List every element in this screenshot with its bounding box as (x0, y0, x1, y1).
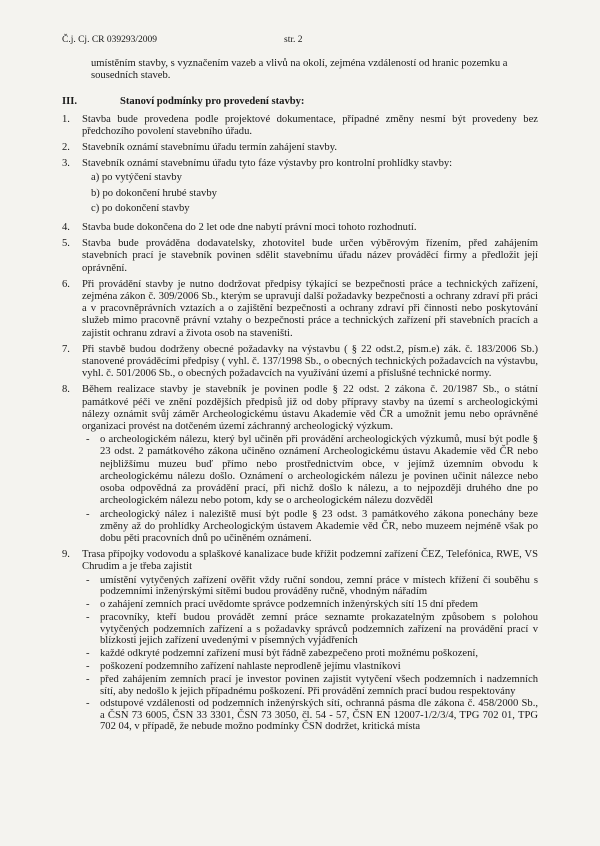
condition-item (62, 222, 538, 234)
bullet-text: o zahájení zemních prací uvědomte správce podzemních inženýrských sítí 15 dní předem (100, 598, 479, 610)
inspection-phase: b) po dokončení hrubé stavby (91, 187, 217, 199)
bullet-text: umístění vytyčených zařízení ověřit vždy ruční sondou, zemní práce v místech křížení či souběhu s podzemními inženýrskými sítěmi budou prováděny ručně, vhodným nářadím (100, 574, 538, 598)
bullet-item (82, 648, 538, 660)
bullet-text: o archeologickém nálezu, který byl učiněn při provádění archeologických výzkumů, musí být podle § 23 odst. 2 památkového zákona učiněno oznámení Archeologickému ústavu Akademie věd ČR nebo nejbližšímu muzeu buď přímo nebo prostřednictvím obce, v jejímž územním obvodu k archeologickému nálezu došlo. Oznámení o archeologickém nálezu je povinen učinit nálezce nebo osoba odpovědná za provádění prací, při nichž došlo k nálezu, a to nejpozději druhého dne po archeologickém nálezu nebo potom, kdy se o archeologickém nálezu dozvěděl (100, 434, 538, 507)
condition-number: 6. (62, 278, 70, 290)
condition-body (82, 142, 538, 154)
reference-number: Č.j. Cj. CR 039293/2009 (62, 35, 158, 45)
condition-text: Stavba bude prováděna dodavatelsky, zhotovitel bude určen výběrovým řízením, před zahájením stavebních prací je stavebník povinen sdělit stavebnímu úřadu název prováděcí firmy a předložit její oprávnění. (82, 238, 538, 274)
bullet-text: odstupové vzdálenosti od podzemních inženýrských sítí, ochranná pásma dle zákona č. 458/2000 Sb., a ČSN 73 6005, ČSN 33 3301, ČSN 73 3050, čl. 54 - 57, ČSN EN 12007-1/2/3/4, TPG 702 01, TPG 702 04, v případě, že nebude možno podmínky ČSN dodržet, kritická místa (100, 698, 538, 733)
condition-number: 9. (62, 549, 70, 561)
bullet-dash: - (86, 674, 90, 686)
bullet-dash: - (86, 574, 90, 586)
condition-item (62, 158, 538, 218)
condition-text: Stavba bude provedena podle projektové dokumentace, případné změny nesmí být provedeny bez předchozího povolení stavebního úřadu. (82, 113, 538, 137)
condition-text: Při provádění stavby je nutno dodržovat předpisy týkající se bezpečnosti práce a technických zařízení, zejména zákon č. 309/2006 Sb., kterým se upravují další požadavky bezpečnosti a ochrany zdraví při práci a v pracovněprávních vztazích a o zajištění bezpečnosti a ochrany zdraví při činnosti nebo poskytování služeb mimo pracovně právní vztahy o bezpečnosti práce a technických zařízení při stavebních pracích a zajistit ochranu zdraví a života osob na staveništi. (82, 278, 538, 339)
condition-number: 7. (62, 343, 70, 355)
bullet-item (82, 575, 538, 598)
condition-item (62, 238, 538, 275)
bullet-text: archeologický nález i naleziště musí být podle § 23 odst. 3 památkového zákona ponechány beze změny až do prohlídky Archeologickým ústavem Akademie věd ČR, nebo muzeem nejméně však po dobu pěti pracovních dnů po učiněném oznámení. (100, 508, 538, 544)
conditions-list (62, 114, 538, 733)
condition-number: 3. (62, 158, 70, 170)
bullet-dash: - (86, 611, 90, 623)
bullet-dash: - (86, 598, 90, 610)
condition-body (82, 158, 538, 218)
condition-number: 4. (62, 222, 70, 234)
bullet-text: před zahájením zemních prací je investor povinen zajistit vytyčení všech podzemních i nadzemních sítí, aby nedošlo k jejich případnému poškození. Při provádění zemních prací budou respektovány (100, 674, 538, 697)
condition-item (62, 549, 538, 733)
bullet-dash: - (86, 647, 90, 659)
condition-text: Trasa přípojky vodovodu a splaškové kanalizace bude křížit podzemní zařízení ČEZ, Telefónica, RWE, VS Chrudim a je třeba zajistit (82, 549, 538, 573)
bullet-item (82, 509, 538, 546)
bullet-text: pracovníky, kteří budou provádět zemní práce seznamte prokazatelným způsobem s polohou vytyčených podzemních zařízení a s požadavky správců podzemních zařízení na provádění prací v blízkosti jejich zařízení uvedenými v písemných vyjádřeních (100, 611, 538, 647)
condition-body (82, 279, 538, 340)
inspection-phase: c) po dokončení stavby (91, 202, 190, 214)
condition-body (82, 238, 538, 275)
bullet-dash: - (86, 660, 90, 672)
bullet-item (82, 698, 538, 733)
condition-text: Při stavbě budou dodrženy obecné požadavky na výstavbu ( § 22 odst.2, písm.e) zák. č. 183/2006 Sb.) stanovené prováděcími předpisy ( vyhl. č. 137/1998 Sb., o obecných technických požadavcích na výstavbu, vyhl. č. 501/2006 Sb., o obecných požadavcích na využívání území a příslušné technické normy. (82, 343, 538, 380)
condition-text: Stavebník oznámí stavebnímu úřadu tyto fáze výstavby pro kontrolní prohlídky stavby: (82, 158, 453, 170)
section-title: Stanoví podmínky pro provedení stavby: (120, 96, 305, 108)
section-number: III. (62, 96, 78, 108)
bullet-item (82, 612, 538, 647)
bullet-item (82, 434, 538, 507)
condition-number: 8. (62, 384, 70, 396)
bullet-dash: - (86, 698, 90, 710)
bullet-item (82, 674, 538, 697)
document-body (62, 58, 538, 737)
condition-text: Během realizace stavby je stavebník je povinen podle § 22 odst. 2 zákona č. 20/1987 Sb., o státní památkové péči ve znění pozdějších předpisů již od doby přípravy stavby na území s archeologickými nálezy oznámit svůj záměr Archeologickému ústavu Akademie věd ČR a umožnit jemu nebo oprávněné organizaci provést na dotčeném území záchranný archeologický výzkum. (82, 384, 538, 433)
condition-item (62, 384, 538, 545)
condition-number: 2. (62, 142, 70, 154)
condition-item (62, 142, 538, 154)
bullet-item (82, 599, 538, 611)
condition-body (82, 549, 538, 733)
condition-body (82, 222, 538, 234)
condition-text: Stavba bude dokončena do 2 let ode dne nabytí právní moci tohoto rozhodnutí. (82, 222, 417, 234)
continuation-text: umístěním stavby, s vyznačením vazeb a vlivů na okolí, zejména vzdáleností od hranic pozemku a sousedních staveb. (91, 58, 508, 82)
condition-item (62, 344, 538, 381)
inspection-phase: a) po vytýčení stavby (91, 172, 182, 184)
bullet-item (82, 661, 538, 673)
bullet-dash: - (86, 434, 90, 446)
condition-body (82, 114, 538, 138)
bullet-dash: - (86, 508, 90, 520)
condition-item (62, 279, 538, 340)
condition-body (82, 344, 538, 381)
condition-number: 5. (62, 238, 70, 250)
condition-text: Stavebník oznámí stavebnímu úřadu termín zahájení stavby. (82, 142, 337, 154)
condition-body (82, 384, 538, 545)
condition-item (62, 114, 538, 138)
page-number: str. 2 (284, 35, 303, 45)
section-heading (62, 96, 538, 108)
bullet-text: každé odkryté podzemní zařízení musí být řádně zabezpečeno proti možnému poškození, (100, 647, 478, 659)
bullet-text: poškození podzemního zařízení nahlaste neprodleně jejímu vlastníkovi (100, 660, 401, 672)
condition-number: 1. (62, 113, 70, 125)
